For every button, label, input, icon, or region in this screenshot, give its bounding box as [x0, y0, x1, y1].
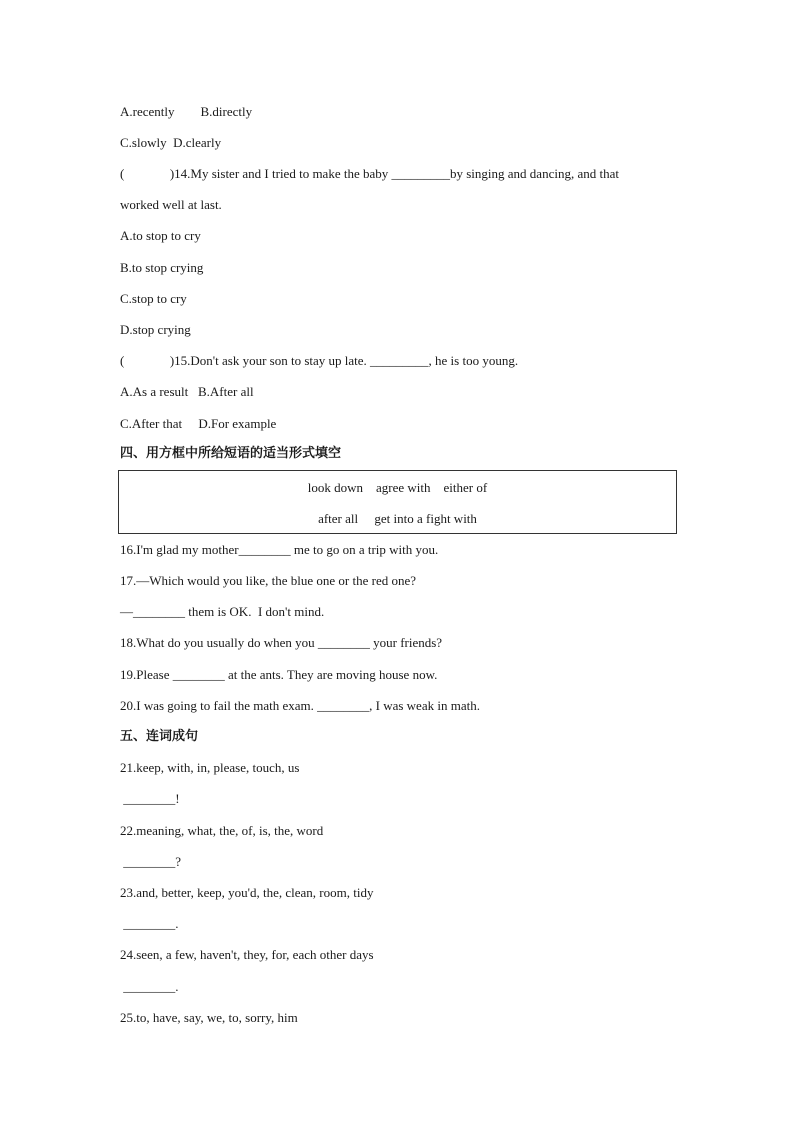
question-23-words: 23.and, better, keep, you'd, the, clean, room, tidy — [120, 885, 374, 900]
q15-options-row1: A.As a result B.After all — [120, 384, 254, 399]
question-17: 17.—Which would you like, the blue one or the red one? — [120, 573, 417, 588]
question-21-words: 21.keep, with, in, please, touch, us — [120, 760, 300, 775]
q13-options-row1: A.recently B.directly — [120, 104, 253, 119]
question-22-words: 22.meaning, what, the, of, is, the, word — [120, 823, 324, 838]
phrase-box-row1: look down agree with either of — [307, 480, 488, 495]
q14-option-b: B.to stop crying — [120, 260, 204, 275]
question-24-words: 24.seen, a few, haven't, they, for, each other days — [120, 947, 374, 962]
question-25-words: 25.to, have, say, we, to, sorry, him — [120, 1010, 298, 1025]
q13-options-row2: C.slowly D.clearly — [120, 135, 222, 150]
section5-heading: 五、连词成句 — [120, 729, 199, 744]
q15-stem: ( )15.Don't ask your son to stay up late. _________, he is too young. — [120, 353, 519, 368]
question-23-answer: ________. — [120, 916, 179, 931]
q14-option-c: C.stop to cry — [120, 291, 187, 306]
question-20: 20.I was going to fail the math exam. ________, I was weak in math. — [120, 698, 480, 713]
phrase-box-row2: after all get into a fight with — [318, 511, 477, 526]
question-19: 19.Please ________ at the ants. They are moving house now. — [120, 667, 438, 682]
q14-option-d: D.stop crying — [120, 322, 191, 337]
phrase-box — [118, 470, 677, 534]
q14-stem-line2: worked well at last. — [120, 197, 222, 212]
q15-options-row2: C.After that D.For example — [120, 416, 277, 431]
question-22-answer: ________? — [120, 854, 182, 869]
question-16: 16.I'm glad my mother________ me to go on a trip with you. — [120, 542, 439, 557]
question-21-answer: ________! — [120, 791, 180, 806]
q14-stem-line1: ( )14.My sister and I tried to make the baby _________by singing and dancing, and that — [120, 166, 619, 181]
q14-option-a: A.to stop to cry — [120, 228, 201, 243]
question-24-answer: ________. — [120, 979, 179, 994]
question-18: 18.What do you usually do when you ________ your friends? — [120, 635, 443, 650]
question-17-reply: —________ them is OK. I don't mind. — [120, 604, 325, 619]
section4-heading: 四、用方框中所给短语的适当形式填空 — [120, 446, 342, 461]
